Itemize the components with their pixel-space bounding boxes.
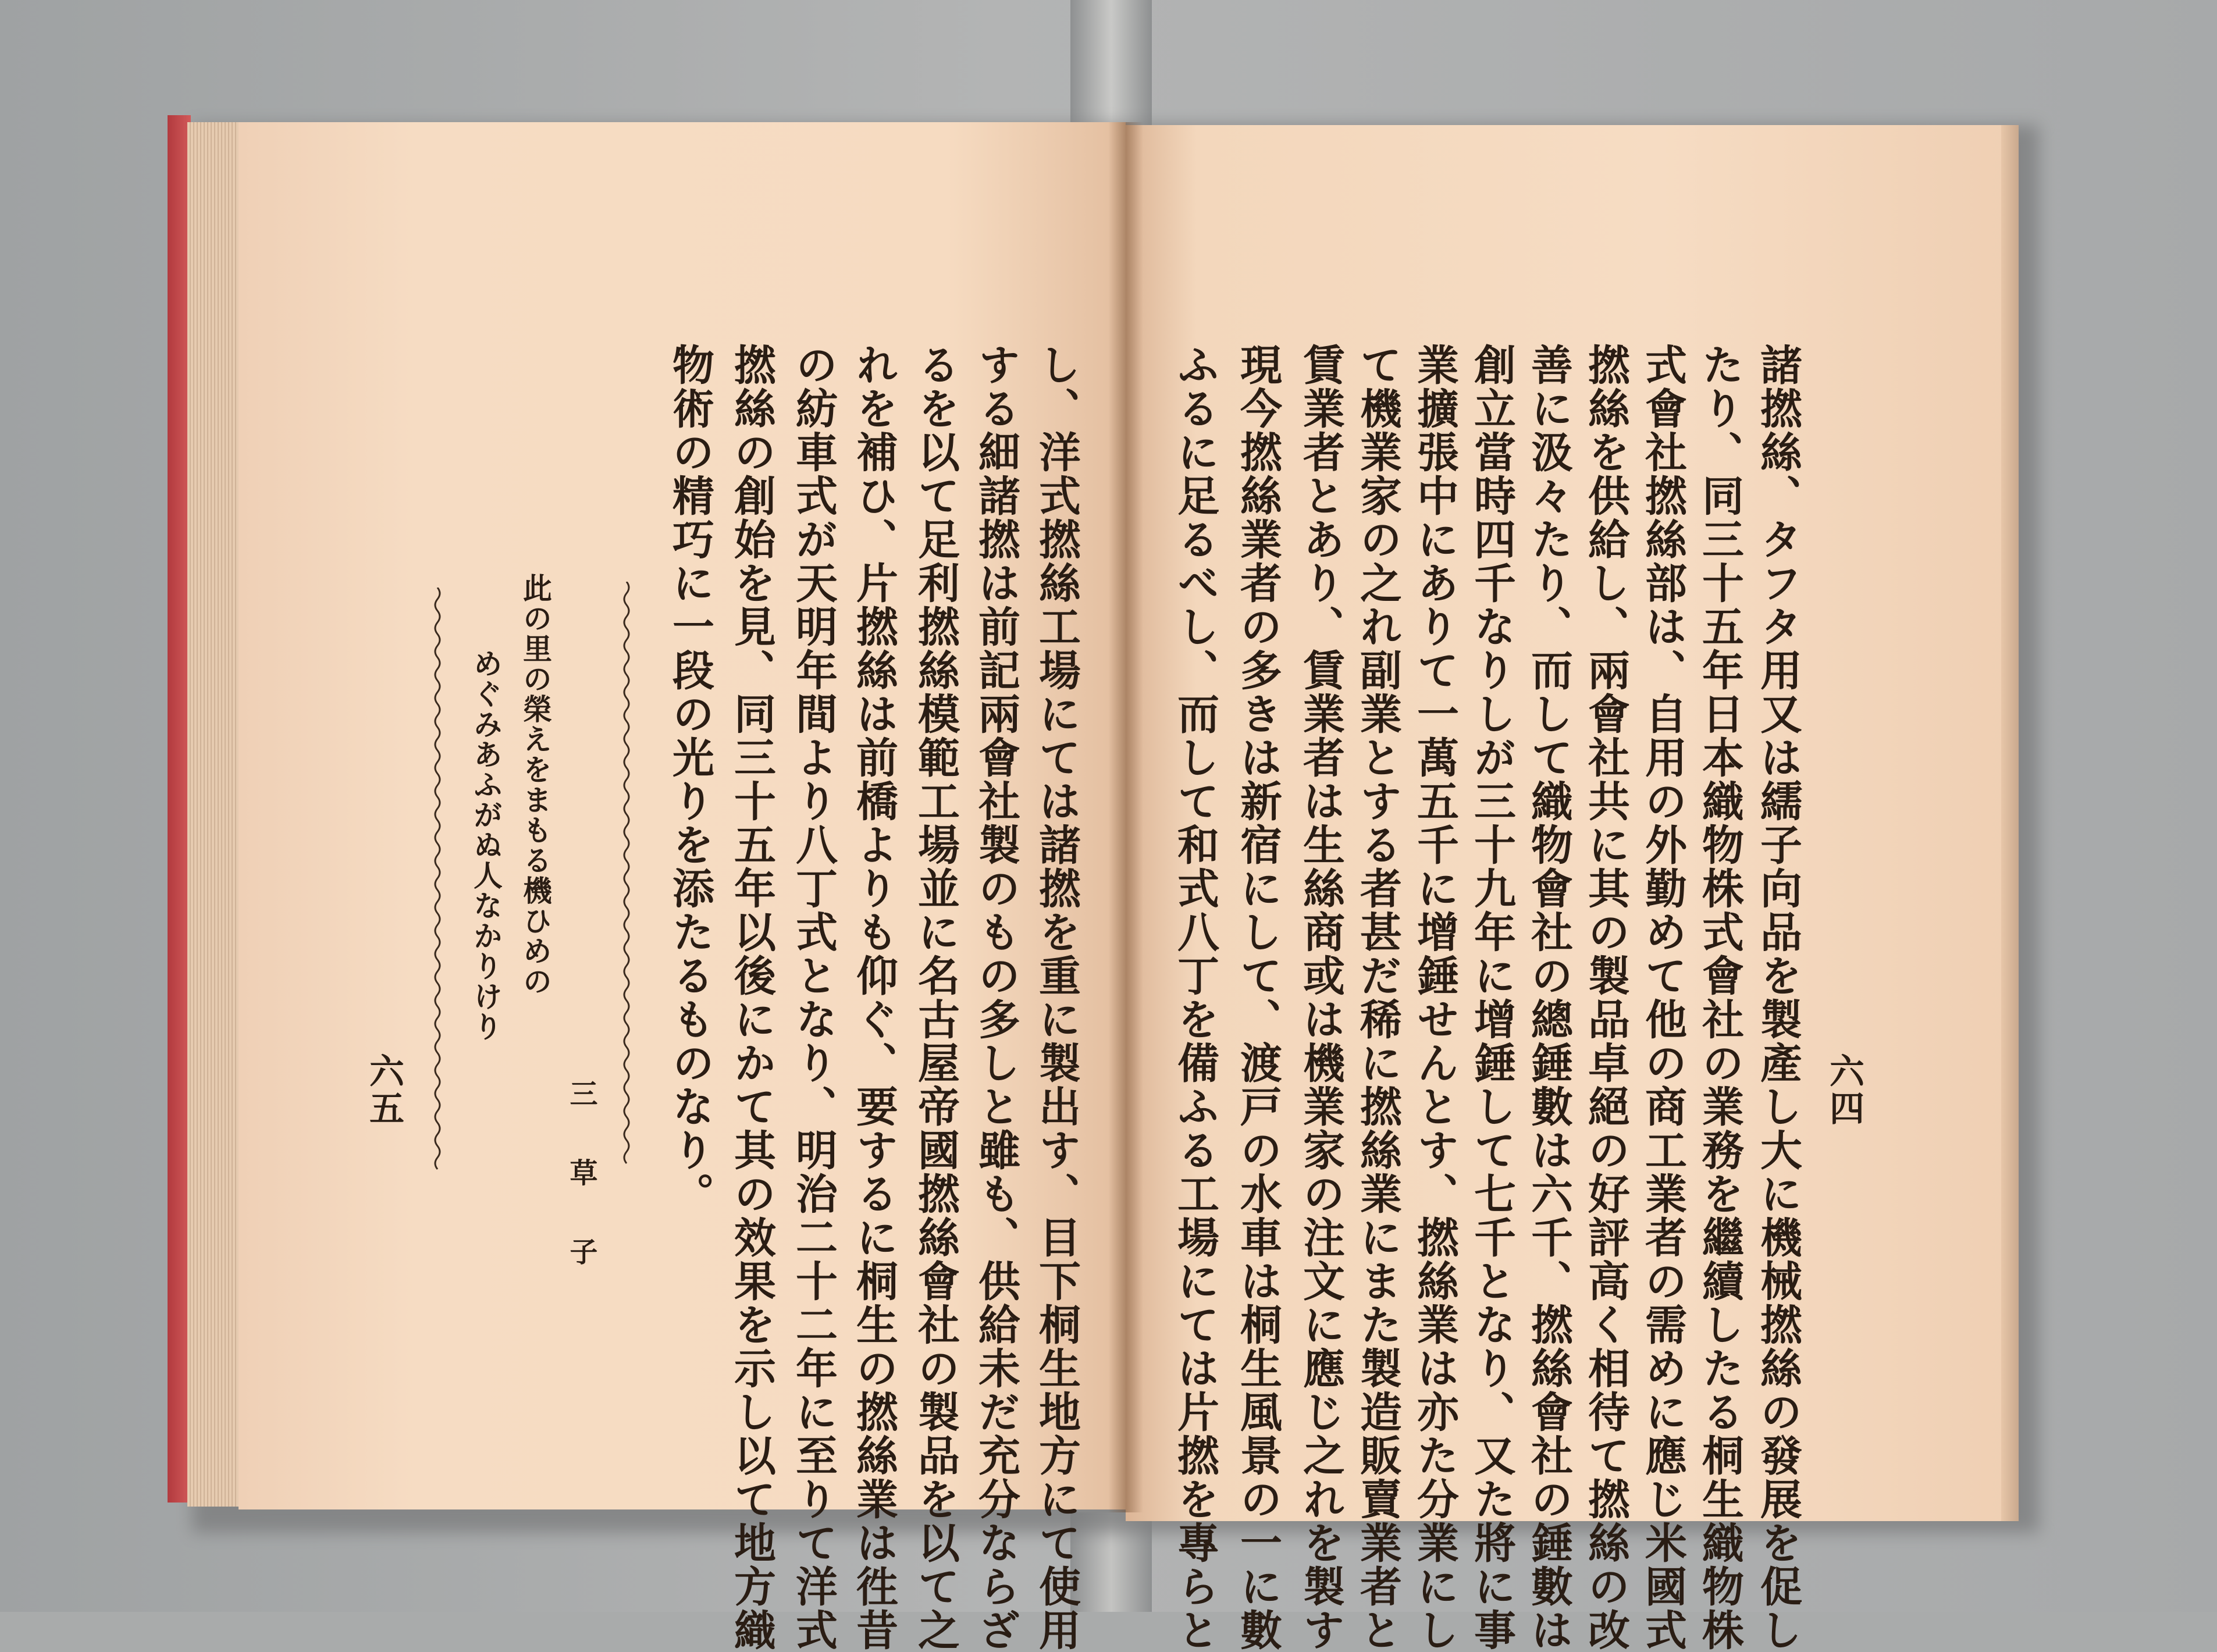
page-stack-edge bbox=[187, 122, 245, 1507]
right-text-line-2: たり、同三十五年日本織物株式會社の業務を繼續したる桐生織物株 bbox=[1695, 343, 1745, 1652]
right-text-line-9: 賃業者とあり、賃業者は生絲商或は機業家の注文に應じ之れを製す bbox=[1296, 343, 1346, 1652]
wavy-rule-left bbox=[430, 588, 444, 1175]
right-text-line-11: ふるに足るべし、而して和式八丁を備ふる工場にては片撚を專らと bbox=[1170, 343, 1220, 1652]
book-spine-top bbox=[1070, 0, 1152, 128]
book-gutter bbox=[1108, 122, 1143, 1512]
right-page-edge bbox=[2001, 125, 2019, 1521]
right-text-line-7: 業擴張中にありて一萬五千に增錘せんとす、撚絲業は亦た分業にし bbox=[1410, 343, 1460, 1652]
left-text-line-4: れを補ひ、片撚絲は前橋よりも仰ぐ、要するに桐生の撚絲業は徃昔 bbox=[849, 343, 899, 1652]
right-text-line-1: 諸撚絲、タフタ用又は繻子向品を製產し大に機械撚絲の發展を促し bbox=[1753, 343, 1803, 1652]
right-text-line-5: 善に汲々たり、而して織物會社の總錘數は六千、撚絲會社の錘數は bbox=[1524, 343, 1574, 1652]
right-text-line-3: 式會社撚絲部は、自用の外勤めて他の商工業者の需めに應じ米國式 bbox=[1638, 343, 1688, 1652]
poem-line-2: めぐみあふがぬ人なかりけり bbox=[469, 649, 503, 1042]
right-text-line-10: 現今撚絲業者の多きは新宿にして、渡戸の水車は桐生風景の一に數 bbox=[1233, 343, 1283, 1652]
poem-line-1: 此の里の榮えをまもる機ひめの bbox=[518, 573, 553, 996]
poem-author: 三 草 子 bbox=[565, 1079, 597, 1277]
right-text-line-8: て機業家の之れ副業とする者甚だ稀に撚絲業にまた製造販賣業者と bbox=[1353, 343, 1403, 1652]
wavy-rule-right bbox=[620, 582, 634, 1169]
left-text-line-7: 物術の精巧に一段の光りを添たるものなり。 bbox=[666, 343, 715, 1216]
page-number-left: 六五 bbox=[364, 1053, 404, 1127]
right-text-line-4: 撚絲を供給し、兩會社共に其の製品卓絕の好評高く相待て撚絲の改 bbox=[1581, 343, 1631, 1652]
left-text-line-3: るを以て足利撚絲模範工場並に名古屋帝國撚絲會社の製品を以て之 bbox=[911, 343, 960, 1652]
page-number-right: 六四 bbox=[1824, 1053, 1864, 1127]
left-text-line-2: する細諸撚は前記兩會社製のもの多しと雖も、供給未だ充分ならざ bbox=[972, 343, 1021, 1652]
left-text-line-5: の紡車式が天明年間より八丁式となり、明治二十二年に至りて洋式 bbox=[789, 343, 838, 1652]
left-text-line-6: 撚絲の創始を見、同三十五年以後にかて其の效果を示し以て地方織 bbox=[727, 343, 777, 1652]
right-text-line-6: 創立當時四千なりしが三十九年に增錘して七千となり、又た將に事 bbox=[1467, 343, 1517, 1652]
left-text-line-1: し、洋式撚絲工場にては諸撚を重に製出す、目下桐生地方にて使用 bbox=[1032, 343, 1081, 1652]
